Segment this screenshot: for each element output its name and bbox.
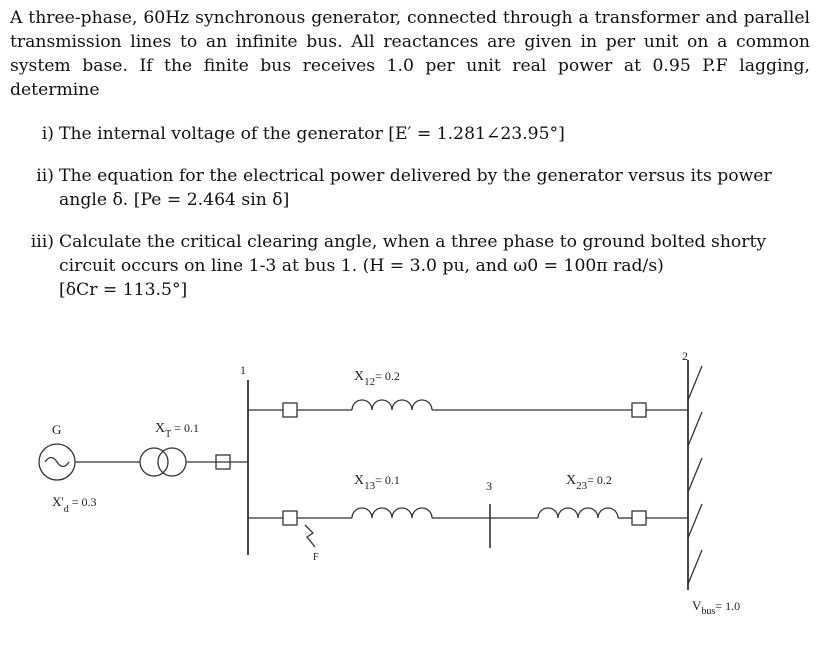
bus-3-label: 3 bbox=[486, 479, 492, 493]
generator-sine-icon bbox=[45, 458, 69, 467]
x13-label: $X_{13}= 0.1$ bbox=[354, 473, 400, 492]
fault-label: F bbox=[313, 552, 319, 563]
breaker bbox=[632, 403, 646, 417]
bus-1-label: 1 bbox=[240, 363, 246, 377]
problem-intro: A three-phase, 60Hz synchronous generator, connected through a transformer and parallel transmission lines to an infinite bus. All reactances are given in per unit on a common system base. If the finite bus receives 1.0 per unit real power at 0.95 P.F lagging, determine bbox=[10, 8, 810, 100]
inductor-x23 bbox=[538, 508, 618, 518]
question-answer: [δCr = 113.5°] bbox=[59, 280, 188, 300]
xd-label: $X'_d = 0.3$ bbox=[52, 494, 97, 515]
x23-label: $X_{23}= 0.2$ bbox=[566, 473, 612, 492]
vbus-label: $V_{bus}= 1.0$ bbox=[692, 598, 741, 617]
xt-label: $X_T = 0.1$ bbox=[155, 421, 200, 440]
question-text: The internal voltage of the generator bbox=[59, 124, 389, 144]
breaker bbox=[632, 511, 646, 525]
fault-lightning-icon bbox=[305, 525, 315, 547]
question-number: ii) bbox=[36, 166, 54, 186]
bus-2-label: 2 bbox=[682, 349, 688, 363]
inductor-x13 bbox=[352, 508, 432, 518]
question-number: i) bbox=[41, 124, 54, 144]
inductor-x12 bbox=[352, 400, 432, 410]
question-text: The equation for the electrical power delivered by the generator versus its power angle δ. bbox=[59, 166, 772, 210]
transformer-winding-2 bbox=[158, 448, 186, 476]
question-number: iii) bbox=[30, 232, 54, 252]
transformer-winding-1 bbox=[140, 448, 168, 476]
breaker bbox=[283, 511, 297, 525]
question-answer: [Pe = 2.464 sin δ] bbox=[133, 190, 290, 210]
x12-label: $X_{12}= 0.2$ bbox=[354, 369, 400, 388]
breaker bbox=[283, 403, 297, 417]
infinite-bus-hatching bbox=[688, 366, 702, 584]
question-text: Calculate the critical clearing angle, when a three phase to ground bolted shorty circuit occurs on line 1-3 at bus 1. (H = 3.0 pu, and ω0 = 100π rad/s) bbox=[59, 232, 767, 276]
question-answer: [E′ = 1.281∠23.95°] bbox=[388, 124, 565, 144]
generator-label: G bbox=[52, 422, 62, 437]
